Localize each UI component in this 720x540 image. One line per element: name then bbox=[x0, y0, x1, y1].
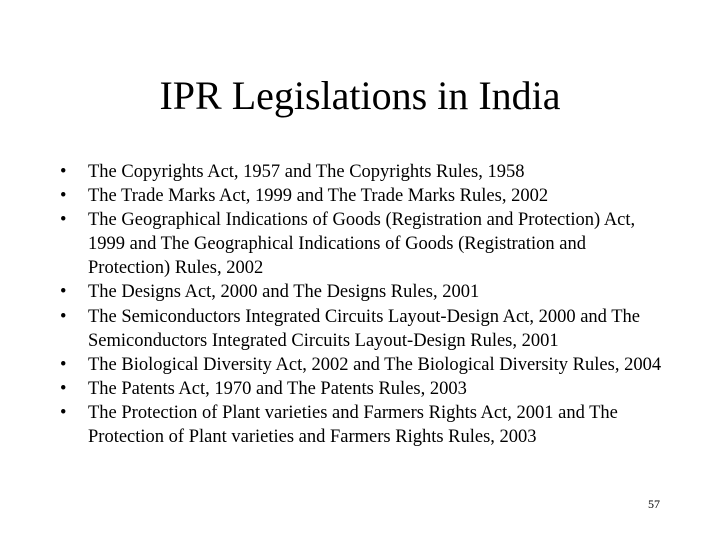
list-item bbox=[56, 401, 666, 449]
list-item-text: The Designs Act, 2000 and The Designs Rules, 2001 bbox=[88, 282, 480, 303]
list-item bbox=[56, 377, 666, 401]
legislation-list bbox=[56, 160, 666, 449]
list-item bbox=[56, 353, 666, 377]
list-item bbox=[56, 160, 666, 184]
list-item-text: The Semiconductors Integrated Circuits Layout-Design Act, 2000 and The Semiconductors Integrated Circuits Layout-Design Rules, 2001 bbox=[88, 306, 640, 351]
list-item-text: The Geographical Indications of Goods (Registration and Protection) Act, 1999 and The Geographical Indications of Goods (Registration and Protection) Rules, 2002 bbox=[88, 210, 636, 279]
bullet-icon: • bbox=[60, 354, 67, 375]
list-item-text: The Patents Act, 1970 and The Patents Rules, 2003 bbox=[88, 378, 467, 399]
list-item-text: The Protection of Plant varieties and Farmers Rights Act, 2001 and The Protection of Plant varieties and Farmers Rights Rules, 2003 bbox=[88, 402, 618, 448]
list-item bbox=[56, 305, 666, 353]
list-item bbox=[56, 280, 666, 304]
page-number: 57 bbox=[648, 497, 660, 511]
bullet-icon: • bbox=[60, 402, 67, 423]
bullet-icon: • bbox=[60, 162, 67, 182]
bullet-icon: • bbox=[60, 282, 67, 303]
list-item-text: The Copyrights Act, 1957 and The Copyrights Rules, 1958 bbox=[88, 162, 525, 182]
bullet-icon: • bbox=[60, 306, 67, 327]
list-item bbox=[56, 184, 666, 208]
list-item bbox=[56, 208, 666, 280]
list-item-text: The Biological Diversity Act, 2002 and The Biological Diversity Rules, 2004 bbox=[88, 354, 662, 375]
bullet-icon: • bbox=[60, 210, 67, 231]
bullet-icon: • bbox=[60, 186, 67, 207]
bullet-icon: • bbox=[60, 378, 67, 399]
slide-title: IPR Legislations in India bbox=[159, 73, 561, 118]
list-item-text: The Trade Marks Act, 1999 and The Trade Marks Rules, 2002 bbox=[88, 186, 549, 207]
